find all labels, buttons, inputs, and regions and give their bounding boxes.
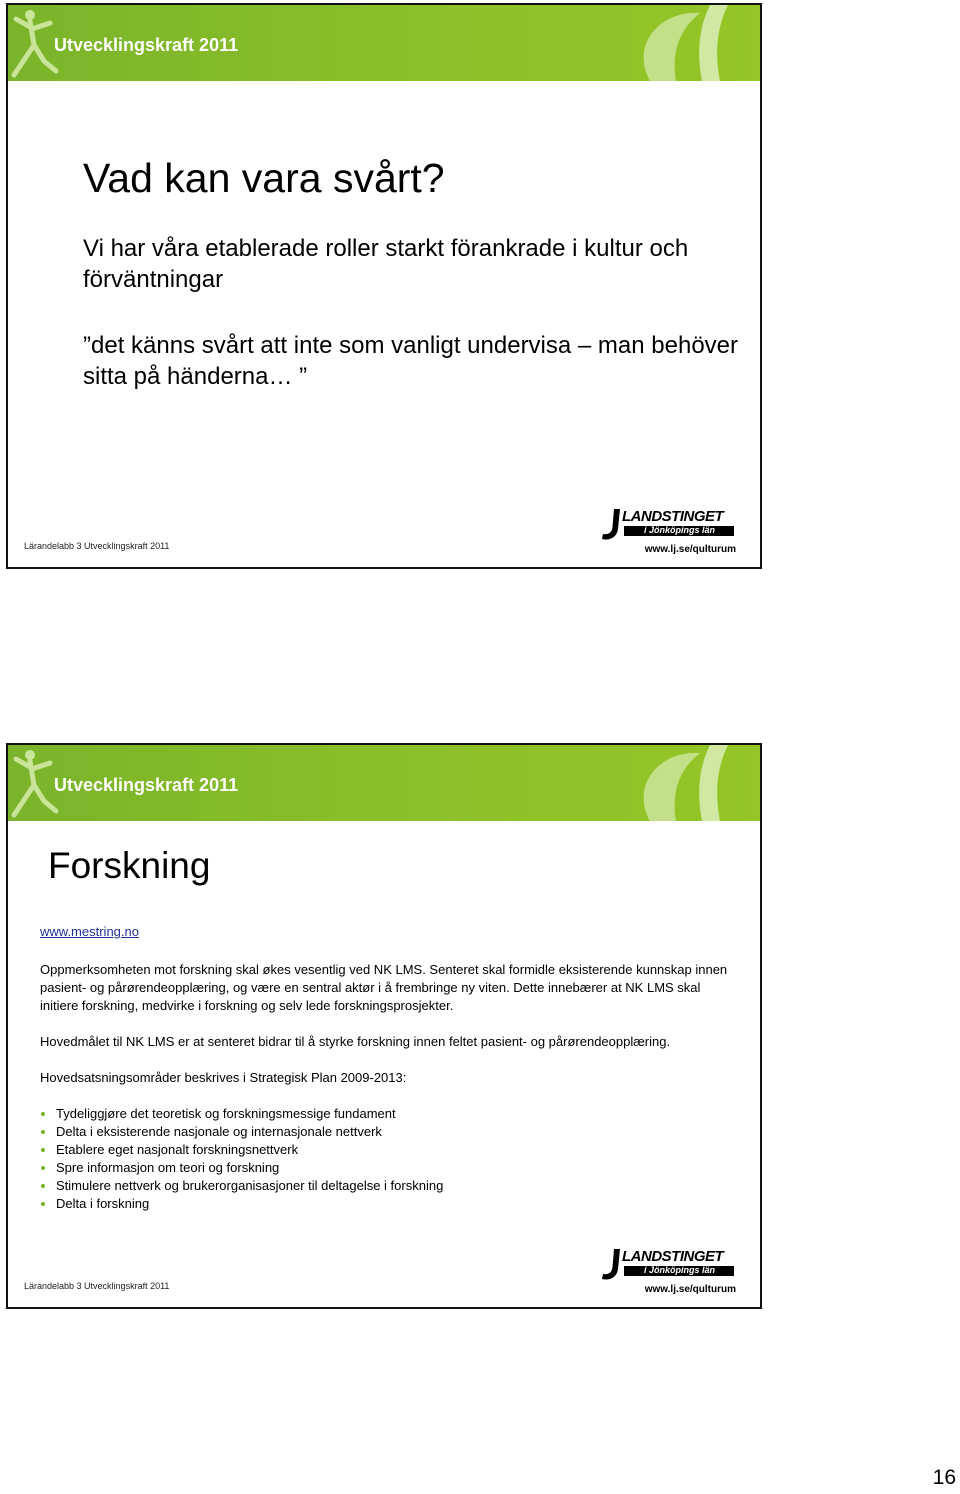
swoosh-logo-icon <box>590 745 760 821</box>
swoosh-logo-icon <box>590 5 760 81</box>
paragraph-oppmerksomheten: Oppmerksomheten mot forskning skal økes vesentlig ved NK LMS. Senteret skal formidle eksisterende kunnskap innen pasient- og pårørendeopplæring, og være en sentral aktør i å frembringe ny viten. Dette innebærer at NK LMS skal initiere forskning, medvirke i forskning og selv lede forskningsprosjekter. <box>40 962 728 1013</box>
slide-content <box>40 923 740 1213</box>
slide-vad-kan-vara-svart <box>6 3 762 569</box>
logo-wordmark: LANDSTINGET <box>622 508 724 525</box>
slide-title: Vad kan vara svårt? <box>83 155 445 201</box>
slide-title: Forskning <box>48 845 211 886</box>
logo-url: www.lj.se/qulturum <box>644 544 736 555</box>
slide-forskning <box>6 743 762 1309</box>
slide-banner <box>8 745 760 821</box>
bullet-icon <box>41 1112 45 1116</box>
paragraph-hovedsatsning: Hovedsatsningsområder beskrives i Strategisk Plan 2009-2013: <box>40 1070 407 1085</box>
logo-subtext: i Jönköpings län <box>644 1265 716 1275</box>
bullet-icon <box>41 1202 45 1206</box>
logo-subtext: i Jönköpings län <box>644 525 716 535</box>
list-item: Spre informasjon om teori og forskning <box>40 1159 740 1177</box>
paragraph-hovedmalet: Hovedmålet til NK LMS er at senteret bidrar til å styrke forskning innen feltet pasient- og pårørendeopplæring. <box>40 1034 671 1049</box>
page-number: 16 <box>932 1466 956 1489</box>
list-item: Delta i eksisterende nasjonale og internasjonale nettverk <box>40 1123 740 1141</box>
slide-banner <box>8 5 760 81</box>
slide-footer-text: Lärandelabb 3 Utvecklingskraft 2011 <box>24 541 170 551</box>
list-item: Etablere eget nasjonalt forskningsnettverk <box>40 1141 740 1159</box>
bullet-icon <box>41 1166 45 1170</box>
slide-body-text: Vi har våra etablerade roller starkt förankrade i kultur och förväntningar <box>83 235 689 293</box>
slide-quote-text: ”det känns svårt att inte som vanligt undervisa – man behöver sitta på händerna… ” <box>83 332 739 390</box>
landstinget-logo <box>600 1247 736 1295</box>
logo-wordmark: LANDSTINGET <box>622 1248 724 1265</box>
bullet-icon <box>41 1148 45 1152</box>
mestring-link[interactable]: www.mestring.no <box>40 924 139 939</box>
bullet-icon <box>41 1184 45 1188</box>
landstinget-logo <box>600 507 736 555</box>
logo-url: www.lj.se/qulturum <box>644 1284 736 1295</box>
list-item: Tydeliggjøre det teoretisk og forskningsmessige fundament <box>40 1105 740 1123</box>
list-item: Delta i forskning <box>40 1195 740 1213</box>
banner-title: Utvecklingskraft 2011 <box>54 35 239 55</box>
slide-footer-text: Lärandelabb 3 Utvecklingskraft 2011 <box>24 1281 170 1291</box>
list-item: Stimulere nettverk og brukerorganisasjoner til deltagelse i forskning <box>40 1177 740 1195</box>
banner-title: Utvecklingskraft 2011 <box>54 775 239 795</box>
bullet-list <box>40 1105 740 1213</box>
bullet-icon <box>41 1130 45 1134</box>
